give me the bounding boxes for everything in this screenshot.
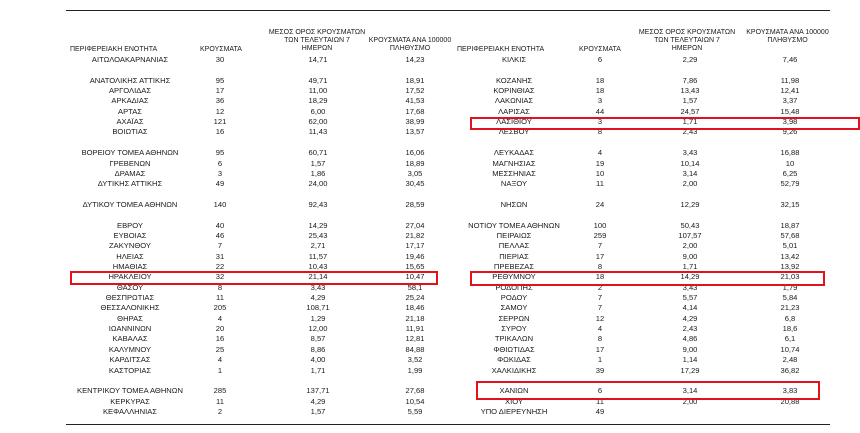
cases-value: 2: [217, 406, 223, 416]
avg-7day-value: 14,71: [308, 55, 328, 64]
region-name: ΓΡΕΒΕΝΩΝ: [109, 158, 151, 168]
header-avg-line1: ΜΕΣΟΣ ΟΡΟΣ ΚΡΟΥΣΜΑΤΩΝ: [638, 29, 736, 36]
per100k-value: 58,1: [407, 282, 423, 292]
region-name: ΕΒΡΟΥ: [117, 220, 143, 230]
cases-value: 31: [215, 251, 225, 261]
cases-value: 3: [217, 168, 223, 178]
cases-value: 1: [597, 355, 603, 365]
per100k-value: 19,46: [405, 251, 425, 261]
cases-value: 17: [595, 344, 605, 354]
cases-value: 7: [217, 241, 223, 251]
per100k-value: 21,18: [405, 313, 425, 323]
per100k-value: 11,91: [405, 324, 425, 334]
per100k-value: 32,15: [780, 199, 800, 209]
region-name: ΒΟΡΕΙΟΥ ΤΟΜΕΑ ΑΘΗΝΩΝ: [81, 148, 179, 158]
table-row: [0, 252, 860, 261]
cases-value: 95: [215, 148, 225, 158]
avg-7day-value: 11,00: [308, 86, 328, 96]
cases-value: 7: [597, 241, 603, 251]
avg-7day-value: 9,00: [682, 251, 698, 261]
region-name: ΧΑΝΙΩΝ: [499, 386, 529, 396]
cases-value: 12: [215, 106, 225, 116]
region-name: ΛΑΣΙΘΙΟΥ: [496, 117, 532, 127]
table-row: [0, 86, 860, 95]
avg-7day-value: 3,14: [682, 386, 698, 396]
cases-value: 11: [596, 179, 604, 189]
bottom-rule: [66, 424, 830, 425]
per100k-value: 3,37: [782, 96, 798, 106]
cases-value: 3: [597, 96, 603, 106]
header-avg-right: [632, 29, 742, 53]
region-name: ΑΧΑΪΑΣ: [116, 117, 144, 127]
avg-7day-value: 3,14: [682, 168, 698, 178]
per100k-value: 13,42: [780, 251, 800, 261]
avg-7day-value: 4,14: [682, 303, 698, 313]
region-name: ΕΥΒΟΙΑΣ: [113, 230, 147, 240]
per100k-value: 18,89: [405, 158, 425, 168]
region-name: ΥΠΟ ΔΙΕΡΕΥΝΗΣΗ: [480, 406, 548, 416]
avg-7day-value: 13,43: [680, 86, 700, 96]
header-per100k-line1: ΚΡΟΥΣΜΑΤΑ ΑΝΑ 100000: [746, 29, 829, 36]
region-name: ΚΕΡΚΥΡΑΣ: [110, 396, 150, 406]
per100k-value: 3,98: [782, 117, 798, 127]
per100k-value: 84,88: [405, 344, 425, 354]
region-name: ΑΡΓΟΛΙΔΑΣ: [108, 86, 152, 96]
avg-7day-value: 14,29: [308, 220, 328, 230]
avg-7day-value: 2,00: [682, 241, 698, 251]
avg-7day-value: 3,43: [682, 148, 698, 158]
per100k-value: 17,52: [405, 86, 425, 96]
per100k-value: 18,46: [405, 303, 425, 313]
region-name: ΠΡΕΒΕΖΑΣ: [493, 262, 535, 271]
avg-7day-value: 4,00: [310, 355, 326, 365]
table-row: [0, 355, 860, 364]
table-row: [0, 324, 860, 333]
per100k-value: 16,06: [405, 148, 425, 158]
highlight-box-lasithiou: [470, 117, 860, 130]
region-name: ΧΑΛΚΙΔΙΚΗΣ: [491, 365, 537, 375]
cases-value: 140: [213, 199, 227, 209]
avg-7day-value: 12,29: [680, 199, 700, 209]
cases-value: 4: [597, 324, 603, 334]
avg-7day-value: 14,29: [680, 272, 700, 282]
avg-7day-value: 1,57: [310, 158, 326, 168]
table-row: [0, 96, 860, 105]
avg-7day-value: 92,43: [308, 199, 328, 209]
region-name: ΛΑΡΙΣΑΣ: [498, 106, 530, 116]
table-row: [0, 179, 860, 188]
avg-7day-value: 10,43: [308, 262, 328, 271]
cases-value: 39: [595, 365, 605, 375]
cases-value: 17: [595, 251, 605, 261]
avg-7day-value: 8,57: [310, 334, 326, 344]
region-name: ΙΩΑΝΝΙΝΩΝ: [108, 324, 152, 334]
table-row: [0, 241, 860, 250]
cases-value: 6: [597, 55, 603, 64]
region-name: ΚΟΡΙΝΘΙΑΣ: [493, 86, 535, 96]
table-row: [0, 169, 860, 178]
region-name: ΜΕΣΣΗΝΙΑΣ: [492, 168, 536, 178]
header-per100k-line1: ΚΡΟΥΣΜΑΤΑ ΑΝΑ 100000: [368, 37, 452, 44]
region-name: ΚΑΣΤΟΡΙΑΣ: [108, 365, 152, 375]
avg-7day-value: 49,71: [308, 75, 328, 85]
region-name: ΑΙΤΩΛΟΑΚΑΡΝΑΝΙΑΣ: [91, 55, 169, 64]
region-name: ΗΛΕΙΑΣ: [116, 251, 144, 261]
avg-7day-value: 1,14: [682, 355, 698, 365]
highlight-box-rethymnou: [470, 271, 825, 286]
per100k-value: 57,68: [780, 230, 800, 240]
table-row: [0, 293, 860, 302]
region-name: ΚΑΒΑΛΑΣ: [112, 334, 148, 344]
avg-7day-value: 21,14: [308, 272, 328, 282]
per100k-value: 27,04: [405, 220, 425, 230]
per100k-value: 10,47: [405, 272, 425, 282]
avg-7day-value: 9,00: [682, 344, 698, 354]
avg-7day-value: 1,71: [310, 365, 326, 375]
region-name: ΑΡΤΑΣ: [118, 106, 142, 116]
cases-value: 100: [593, 220, 607, 230]
per100k-value: 15,48: [780, 106, 800, 116]
per100k-value: 5,84: [782, 293, 798, 303]
table-row: [0, 159, 860, 168]
region-name: ΣΥΡΟΥ: [501, 324, 527, 334]
table-row: [0, 55, 860, 64]
table-row: [0, 148, 860, 157]
header-avg-line2: ΤΩΝ ΤΕΛΕΥΤΑΙΩΝ 7: [654, 37, 720, 44]
cases-value: 6: [597, 386, 603, 396]
cases-value: 12: [595, 313, 605, 323]
cases-value: 18: [595, 272, 605, 282]
per100k-value: 16,88: [780, 148, 800, 158]
cases-value: 16: [215, 334, 225, 344]
avg-7day-value: 1,57: [310, 406, 326, 416]
avg-7day-value: 2,00: [682, 396, 698, 406]
region-name: ΡΕΘΥΜΝΟΥ: [492, 272, 536, 282]
per100k-value: 38,99: [405, 117, 425, 127]
header-avg-line2: ΤΩΝ ΤΕΛΕΥΤΑΙΩΝ 7: [284, 37, 350, 44]
header-avg-left: [262, 29, 372, 53]
avg-7day-value: 6,00: [310, 106, 326, 116]
per100k-value: 1,79: [782, 282, 798, 292]
per100k-value: 52,79: [780, 179, 800, 189]
per100k-value: 10: [785, 158, 795, 168]
per100k-value: 17,68: [405, 106, 425, 116]
avg-7day-value: 5,57: [682, 293, 698, 303]
avg-7day-value: 12,00: [308, 324, 328, 334]
per100k-value: 3,83: [782, 386, 798, 396]
highlight-box-chanion: [476, 381, 820, 400]
per100k-value: 12,41: [780, 86, 800, 96]
per100k-value: 6,1: [784, 334, 796, 344]
per100k-value: 12,81: [405, 334, 425, 344]
cases-value: 4: [217, 355, 223, 365]
region-name: ΚΙΛΚΙΣ: [501, 55, 527, 64]
cases-value: 7: [597, 293, 603, 303]
per100k-value: 36,82: [780, 365, 800, 375]
avg-7day-value: 1,57: [682, 96, 698, 106]
per100k-value: 17,17: [405, 241, 425, 251]
cases-value: 8: [597, 262, 603, 271]
cases-value: 8: [597, 127, 603, 137]
cases-value: 10: [595, 168, 605, 178]
avg-7day-value: 17,29: [680, 365, 700, 375]
cases-value: 40: [215, 220, 225, 230]
region-name: ΝΑΞΟΥ: [500, 179, 528, 189]
per100k-value: 27,68: [405, 386, 425, 396]
cases-value: 7: [597, 303, 603, 313]
header-cases-left: ΚΡΟΥΣΜΑΤΑ: [200, 46, 242, 53]
per100k-value: 6,25: [782, 168, 798, 178]
region-name: ΔΥΤΙΚΗΣ ΑΤΤΙΚΗΣ: [97, 179, 163, 189]
cases-value: 121: [213, 117, 227, 127]
region-name: ΔΡΑΜΑΣ: [114, 168, 146, 178]
avg-7day-value: 60,71: [308, 148, 328, 158]
avg-7day-value: 11,57: [308, 251, 328, 261]
per100k-value: 41,53: [405, 96, 425, 106]
cases-value: 2: [597, 282, 603, 292]
table-row: [0, 231, 860, 240]
header-per100k-line2: ΠΛΗΘΥΣΜΟ: [767, 37, 808, 44]
avg-7day-value: 3,43: [310, 282, 326, 292]
per100k-value: 6,8: [784, 313, 796, 323]
header-per100k-right: [735, 29, 840, 45]
per100k-value: 1,99: [407, 365, 423, 375]
region-name: ΚΕΝΤΡΙΚΟΥ ΤΟΜΕΑ ΑΘΗΝΩΝ: [77, 386, 183, 396]
table-row: [0, 303, 860, 312]
header-region-right: ΠΕΡΙΦΕΡΕΙΑΚΗ ΕΝΟΤΗΤΑ: [457, 46, 545, 53]
per100k-value: 30,45: [405, 179, 425, 189]
header-region-left: ΠΕΡΙΦΕΡΕΙΑΚΗ ΕΝΟΤΗΤΑ: [70, 46, 158, 53]
cases-value: 11: [596, 396, 604, 406]
per100k-value: 13,57: [405, 127, 425, 137]
header-cases-right: ΚΡΟΥΣΜΑΤΑ: [579, 46, 621, 53]
region-name: ΠΙΕΡΙΑΣ: [499, 251, 529, 261]
avg-7day-value: 4,29: [310, 293, 326, 303]
table-row: [0, 221, 860, 230]
cases-value: 285: [213, 386, 227, 396]
region-name: ΗΜΑΘΙΑΣ: [112, 262, 148, 271]
region-name: ΦΘΙΩΤΙΔΑΣ: [493, 344, 535, 354]
table-row: [0, 262, 860, 271]
cases-value: 22: [215, 262, 225, 271]
avg-7day-value: 137,71: [306, 386, 330, 396]
avg-7day-value: 25,43: [308, 230, 328, 240]
avg-7day-value: 8,86: [310, 344, 326, 354]
region-name: ΦΩΚΙΔΑΣ: [497, 355, 531, 365]
per100k-value: 3,52: [407, 355, 423, 365]
region-name: ΘΗΡΑΣ: [117, 313, 143, 323]
avg-7day-value: 10,14: [680, 158, 700, 168]
per100k-value: 15,65: [405, 262, 425, 271]
avg-7day-value: 1,29: [310, 313, 326, 323]
avg-7day-value: 2,43: [682, 127, 698, 137]
table-row: [0, 314, 860, 323]
cases-value: 11: [216, 396, 224, 406]
region-name: ΣΕΡΡΩΝ: [498, 313, 530, 323]
cases-value: 4: [597, 148, 603, 158]
cases-value: 3: [597, 117, 603, 127]
header-per100k-left: [358, 37, 462, 53]
table-row: [0, 407, 860, 416]
cases-value: 95: [215, 75, 225, 85]
highlight-box-irakleiou: [70, 271, 438, 285]
region-name: ΖΑΚΥΝΘΟΥ: [109, 241, 151, 251]
region-name: ΛΕΣΒΟΥ: [498, 127, 530, 137]
cases-value: 32: [215, 272, 225, 282]
avg-7day-value: 24,57: [680, 106, 700, 116]
region-name: ΘΕΣΣΑΛΟΝΙΚΗΣ: [100, 303, 160, 313]
per100k-value: 13,92: [780, 262, 800, 271]
region-name: ΜΑΓΝΗΣΙΑΣ: [492, 158, 536, 168]
per100k-value: 3,05: [407, 168, 423, 178]
cases-value: 8: [217, 282, 223, 292]
table-row: [0, 107, 860, 116]
avg-7day-value: 4,86: [682, 334, 698, 344]
table-row: [0, 334, 860, 343]
region-name: ΤΡΙΚΑΛΩΝ: [494, 334, 534, 344]
per100k-value: 20,88: [780, 396, 800, 406]
avg-7day-value: 2,29: [682, 55, 698, 64]
table-row: [0, 76, 860, 85]
per100k-value: 7,46: [782, 55, 798, 64]
cases-value: 49: [595, 406, 605, 416]
per100k-value: 21,23: [780, 303, 800, 313]
table-row: [0, 200, 860, 209]
cases-value: 36: [215, 96, 225, 106]
region-name: ΚΕΦΑΛΛΗΝΙΑΣ: [102, 406, 158, 416]
region-name: ΠΕΛΛΑΣ: [498, 241, 530, 251]
avg-7day-value: 50,43: [680, 220, 700, 230]
region-name: ΘΕΣΠΡΩΤΙΑΣ: [105, 293, 155, 303]
per100k-value: 10,74: [780, 344, 800, 354]
region-name: ΝΗΣΩΝ: [500, 199, 528, 209]
avg-7day-value: 62,00: [308, 117, 328, 127]
cases-value: 49: [215, 179, 225, 189]
avg-7day-value: 1,71: [682, 117, 698, 127]
avg-7day-value: 4,29: [310, 396, 326, 406]
per100k-value: 28,59: [405, 199, 425, 209]
per100k-value: 9,26: [782, 127, 798, 137]
region-name: ΒΟΙΩΤΙΑΣ: [112, 127, 148, 137]
region-name: ΝΟΤΙΟΥ ΤΟΜΕΑ ΑΘΗΝΩΝ: [468, 220, 560, 230]
cases-value: 6: [217, 158, 223, 168]
cases-value: 46: [215, 230, 225, 240]
per100k-value: 18,6: [782, 324, 798, 334]
header-per100k-line2: ΠΛΗΘΥΣΜΟ: [389, 45, 431, 52]
region-name: ΗΡΑΚΛΕΙΟΥ: [108, 272, 152, 282]
per100k-value: 18,87: [780, 220, 800, 230]
table-row: [0, 366, 860, 375]
region-name: ΚΑΡΔΙΤΣΑΣ: [109, 355, 151, 365]
header-avg-line1: ΜΕΣΟΣ ΟΡΟΣ ΚΡΟΥΣΜΑΤΩΝ: [268, 29, 366, 36]
region-name: ΧΙΟΥ: [505, 396, 523, 406]
cases-value: 8: [597, 334, 603, 344]
cases-value: 205: [213, 303, 227, 313]
avg-7day-value: 2,43: [682, 324, 698, 334]
per100k-value: 21,82: [405, 230, 425, 240]
top-rule: [66, 10, 830, 11]
cases-value: 1: [217, 365, 223, 375]
per100k-value: 5,01: [782, 241, 798, 251]
avg-7day-value: 3,43: [682, 282, 698, 292]
region-name: ΠΕΙΡΑΙΩΣ: [496, 230, 532, 240]
avg-7day-value: 2,00: [682, 179, 698, 189]
per100k-value: 18,91: [405, 75, 425, 85]
region-name: ΑΡΚΑΔΙΑΣ: [111, 96, 149, 106]
per100k-value: 5,59: [407, 406, 423, 416]
cases-value: 17: [215, 86, 225, 96]
avg-7day-value: 108,71: [306, 303, 330, 313]
region-name: ΘΑΣΟΥ: [116, 282, 144, 292]
avg-7day-value: 24,00: [308, 179, 328, 189]
per100k-value: 21,03: [780, 272, 800, 282]
cases-value: 4: [217, 313, 223, 323]
region-name: ΡΟΔΟΠΗΣ: [495, 282, 533, 292]
per100k-value: 25,24: [405, 293, 425, 303]
avg-7day-value: 2,71: [310, 241, 326, 251]
region-name: ΛΕΥΚΑΔΑΣ: [493, 148, 535, 158]
cases-value: 16: [215, 127, 225, 137]
avg-7day-value: 1,71: [682, 262, 698, 271]
per100k-value: 11,98: [780, 75, 800, 85]
avg-7day-value: 7,86: [682, 75, 698, 85]
region-name: ΚΟΖΑΝΗΣ: [495, 75, 533, 85]
per100k-value: 10,54: [405, 396, 425, 406]
cases-value: 30: [215, 55, 225, 64]
cases-value: 19: [595, 158, 605, 168]
cases-value: 44: [595, 106, 605, 116]
region-name: ΔΥΤΙΚΟΥ ΤΟΜΕΑ ΑΘΗΝΩΝ: [82, 199, 178, 209]
table-row: [0, 345, 860, 354]
per100k-value: 2,48: [782, 355, 798, 365]
cases-value: 18: [595, 86, 605, 96]
avg-7day-value: 1,86: [310, 168, 326, 178]
cases-value: 24: [595, 199, 605, 209]
region-name: ΚΑΛΥΜΝΟΥ: [108, 344, 152, 354]
cases-value: 259: [593, 230, 607, 240]
region-name: ΣΑΜΟΥ: [500, 303, 528, 313]
per100k-value: 14,23: [405, 55, 425, 64]
region-name: ΛΑΚΩΝΙΑΣ: [494, 96, 534, 106]
cases-value: 11: [216, 293, 224, 303]
region-name: ΡΟΔΟΥ: [500, 293, 528, 303]
avg-7day-value: 18,29: [308, 96, 328, 106]
cases-value: 20: [215, 324, 225, 334]
avg-7day-value: 4,29: [682, 313, 698, 323]
region-name: ΑΝΑΤΟΛΙΚΗΣ ΑΤΤΙΚΗΣ: [89, 75, 171, 85]
avg-7day-value: 107,57: [678, 230, 702, 240]
avg-7day-value: 11,43: [308, 127, 328, 137]
cases-value: 25: [215, 344, 225, 354]
cases-value: 18: [595, 75, 605, 85]
header-avg-line3: ΗΜΕΡΩΝ: [301, 45, 333, 52]
header-avg-line3: ΗΜΕΡΩΝ: [671, 45, 703, 52]
